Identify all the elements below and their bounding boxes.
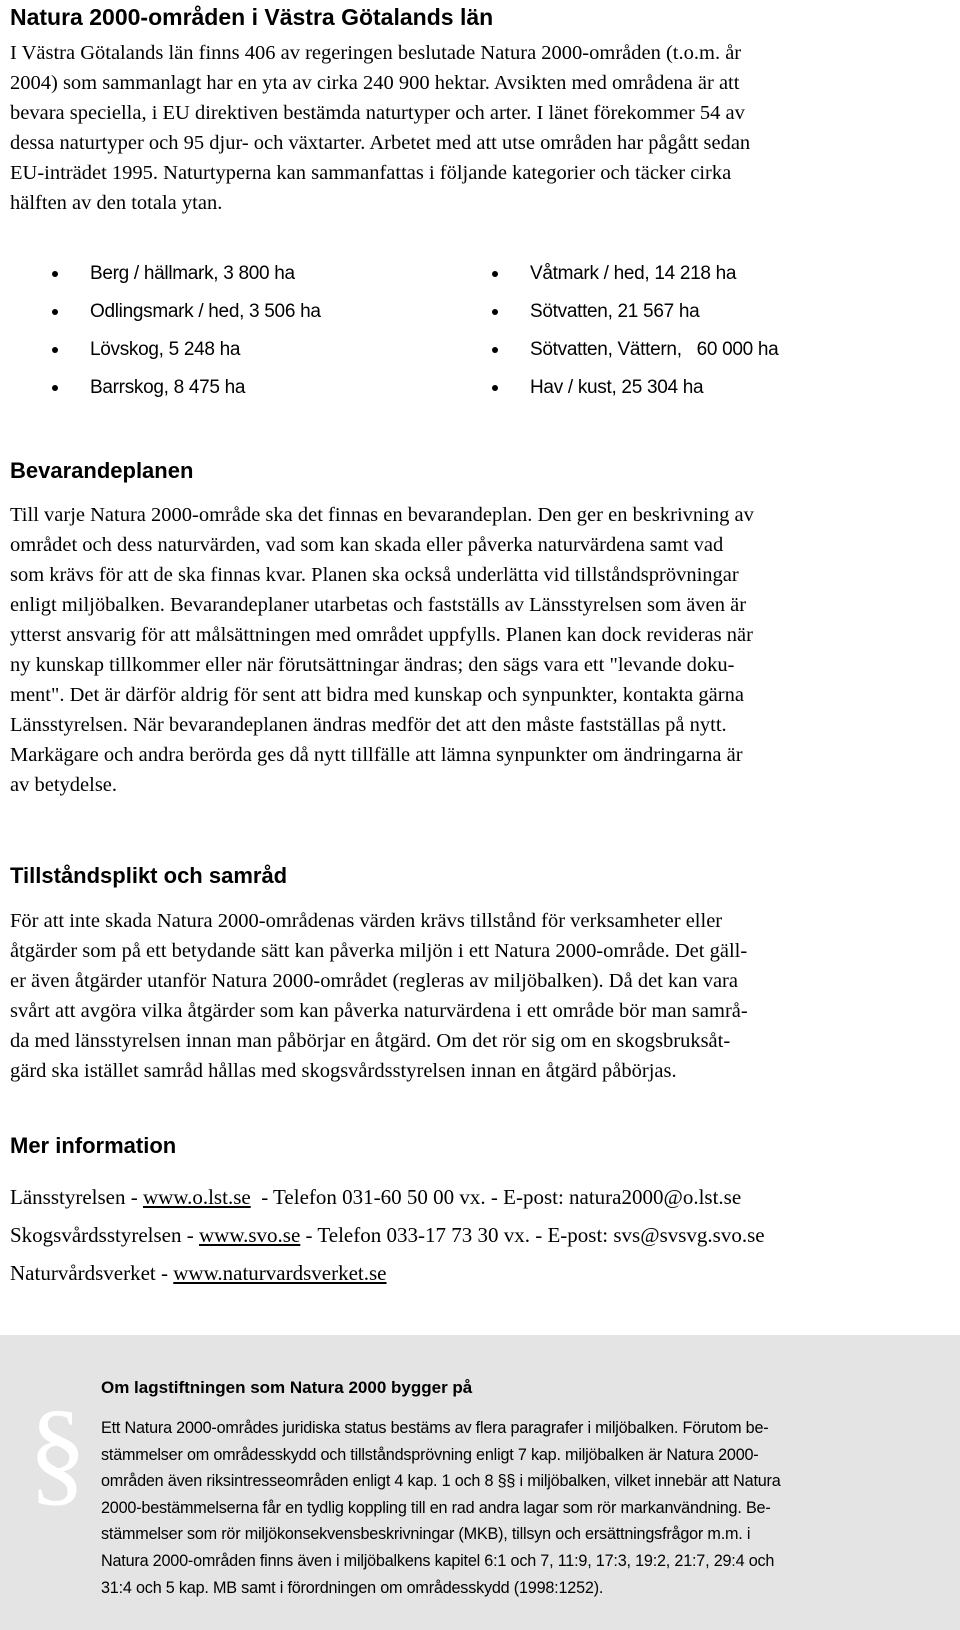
category-item (52, 255, 492, 293)
skogsvardsstyrelsen-link[interactable]: www.svo.se (198, 1223, 301, 1247)
paragraph-line: För att inte skada Natura 2000-områdenas värden krävs tillstånd för verksamheter eller (10, 910, 723, 932)
contact-skogsvardsstyrelsen (10, 1216, 950, 1254)
category-label: Våtmark / hed, 14 218 ha (530, 263, 737, 284)
bullet-icon (492, 347, 498, 353)
paragraph-symbol-icon: § (28, 1386, 87, 1517)
category-item (492, 369, 932, 407)
category-item (52, 369, 492, 407)
paragraph-line: som krävs för att de ska finnas kvar. Planen ska också underlätta vid tillståndsprövningar (10, 564, 739, 586)
contact-name: Skogsvårdsstyrelsen - (10, 1223, 199, 1247)
intro-line: bevara speciella, i EU direktiven bestämda naturtyper och arter. I länet förekommer 54 av (10, 102, 745, 124)
box-line: Ett Natura 2000-områdes juridiska status bestäms av flera paragrafer i miljöbalken. Förutom be- (101, 1419, 769, 1437)
box-line: stämmelser som rör miljökonsekvensbeskrivningar (MKB), tillsyn och ersättningsfrågor m.m. i (101, 1525, 751, 1544)
paragraph-line: ytterst ansvarig för att målsättningen med området uppfylls. Planen kan dock revideras när (10, 624, 753, 646)
section-heading-mer-information: Mer information (10, 1133, 177, 1158)
category-label: Odlingsmark / hed, 3 506 ha (90, 301, 321, 322)
paragraph-line: området och dess naturvärden, vad som kan skada eller påverka naturvärdena samt vad (10, 534, 724, 556)
category-label: Hav / kust, 25 304 ha (530, 377, 704, 398)
bullet-icon (52, 385, 58, 391)
box-line: områden även riksintresseområden enligt 4 kap. 1 och 8 §§ i miljöbalken, vilket innebär att Natura (101, 1472, 781, 1491)
paragraph-line: gärd ska istället samråd hållas med skogsvårdsstyrelsen innan en åtgärd påbörjas. (10, 1060, 677, 1082)
legislation-box (0, 1335, 960, 1630)
bullet-icon (492, 385, 498, 391)
paragraph-line: Till varje Natura 2000-område ska det finnas en bevarandeplan. Den ger en beskrivning av (10, 504, 754, 526)
paragraph-line: enligt miljöbalken. Bevarandeplaner utarbetas och fastställs av Länsstyrelsen som även är (10, 594, 747, 616)
box-line: 31:4 och 5 kap. MB samt i förordningen om områdesskydd (1998:1252). (101, 1578, 604, 1597)
section-heading-bevarandeplanen: Bevarandeplanen (10, 458, 194, 483)
category-label: Sötvatten, 21 567 ha (530, 301, 700, 322)
bullet-icon (52, 347, 58, 353)
contact-naturvardsverket (10, 1254, 950, 1292)
intro-line: 2004) som sammanlagt har en yta av cirka 240 900 hektar. Avsikten med områdena är att (10, 72, 740, 94)
bullet-icon (52, 271, 58, 277)
bullet-icon (492, 271, 498, 277)
intro-line: dessa naturtyper och 95 djur- och växtarter. Arbetet med att utse områden har pågått sedan (10, 132, 751, 154)
bevarandeplanen-paragraph (10, 500, 950, 800)
contact-list (10, 1178, 950, 1292)
category-item (492, 293, 932, 331)
contact-details: - Telefon 033-17 73 30 vx. - E-post: svs@svsvg.svo.se (300, 1223, 765, 1247)
section-heading-tillstandsplikt: Tillståndsplikt och samråd (10, 863, 288, 888)
category-label: Barrskog, 8 475 ha (90, 377, 246, 398)
page-title: Natura 2000-områden i Västra Götalands län (10, 4, 494, 30)
paragraph-line: er även åtgärder utanför Natura 2000-området (regleras av miljöbalken). Då det kan vara (10, 970, 738, 992)
legislation-box-title: Om lagstiftningen som Natura 2000 bygger på (101, 1378, 473, 1397)
bullet-icon (52, 309, 58, 315)
contact-details: - Telefon 031-60 50 00 vx. - E-post: natura2000@o.lst.se (250, 1185, 742, 1209)
legislation-box-text (101, 1415, 931, 1601)
box-line: Natura 2000-områden finns även i miljöbalkens kapitel 6:1 och 7, 11:9, 17:3, 19:2, 21:7, 29:4 och (101, 1551, 775, 1570)
contact-lansstyrelsen (10, 1178, 950, 1216)
box-line: 2000-bestämmelserna får en tydlig koppling till en rad andra lagar som rör markanvändning. Be- (101, 1498, 771, 1517)
contact-name: Länsstyrelsen - (10, 1185, 143, 1209)
category-list (52, 255, 932, 407)
intro-line: I Västra Götalands län finns 406 av regeringen beslutade Natura 2000-områden (t.o.m. år (10, 42, 742, 64)
intro-paragraph (10, 38, 950, 218)
paragraph-line: Länsstyrelsen. När bevarandeplanen ändras medför det att den måste fastställas på nytt. (10, 714, 727, 736)
paragraph-line: Markägare och andra berörda ges då nytt tillfälle att lämna synpunkter om ändringarna är (10, 744, 743, 766)
category-item (492, 255, 932, 293)
paragraph-line: av betydelse. (10, 774, 118, 796)
box-line: stämmelser om områdesskydd och tillståndsprövning enligt 7 kap. miljöbalken är Natura 2000- (101, 1445, 759, 1464)
intro-line: hälften av den totala ytan. (10, 192, 223, 214)
lansstyrelsen-link[interactable]: www.o.lst.se (142, 1185, 251, 1209)
intro-line: EU-inträdet 1995. Naturtyperna kan sammanfattas i följande kategorier och täcker cirka (10, 162, 732, 184)
paragraph-line: svårt att avgöra vilka åtgärder som kan påverka naturvärdena i ett område bör man samrå- (10, 1000, 748, 1022)
paragraph-line: ment". Det är därför aldrig för sent att bidra med kunskap och synpunkter, kontakta gärna (10, 684, 744, 706)
category-item (492, 331, 932, 369)
paragraph-line: åtgärder som på ett betydande sätt kan påverka miljön i ett Natura 2000-område. Det gäll- (10, 940, 748, 962)
paragraph-line: ny kunskap tillkommer eller när förutsättningar ändras; den sägs vara ett "levande doku- (10, 654, 735, 676)
bullet-icon (492, 309, 498, 315)
category-column-right (492, 255, 932, 407)
category-item (52, 293, 492, 331)
category-label: Lövskog, 5 248 ha (90, 339, 241, 360)
category-column-left (52, 255, 492, 407)
naturvardsverket-link[interactable]: www.naturvardsverket.se (173, 1261, 387, 1285)
paragraph-line: da med länsstyrelsen innan man påbörjar en åtgärd. Om det rör sig om en skogsbruksåt- (10, 1030, 731, 1052)
tillstand-paragraph (10, 906, 950, 1086)
contact-name: Naturvårdsverket - (10, 1261, 174, 1285)
category-label: Berg / hällmark, 3 800 ha (90, 263, 295, 284)
category-label: Sötvatten, Vättern, 60 000 ha (530, 339, 779, 360)
category-item (52, 331, 492, 369)
